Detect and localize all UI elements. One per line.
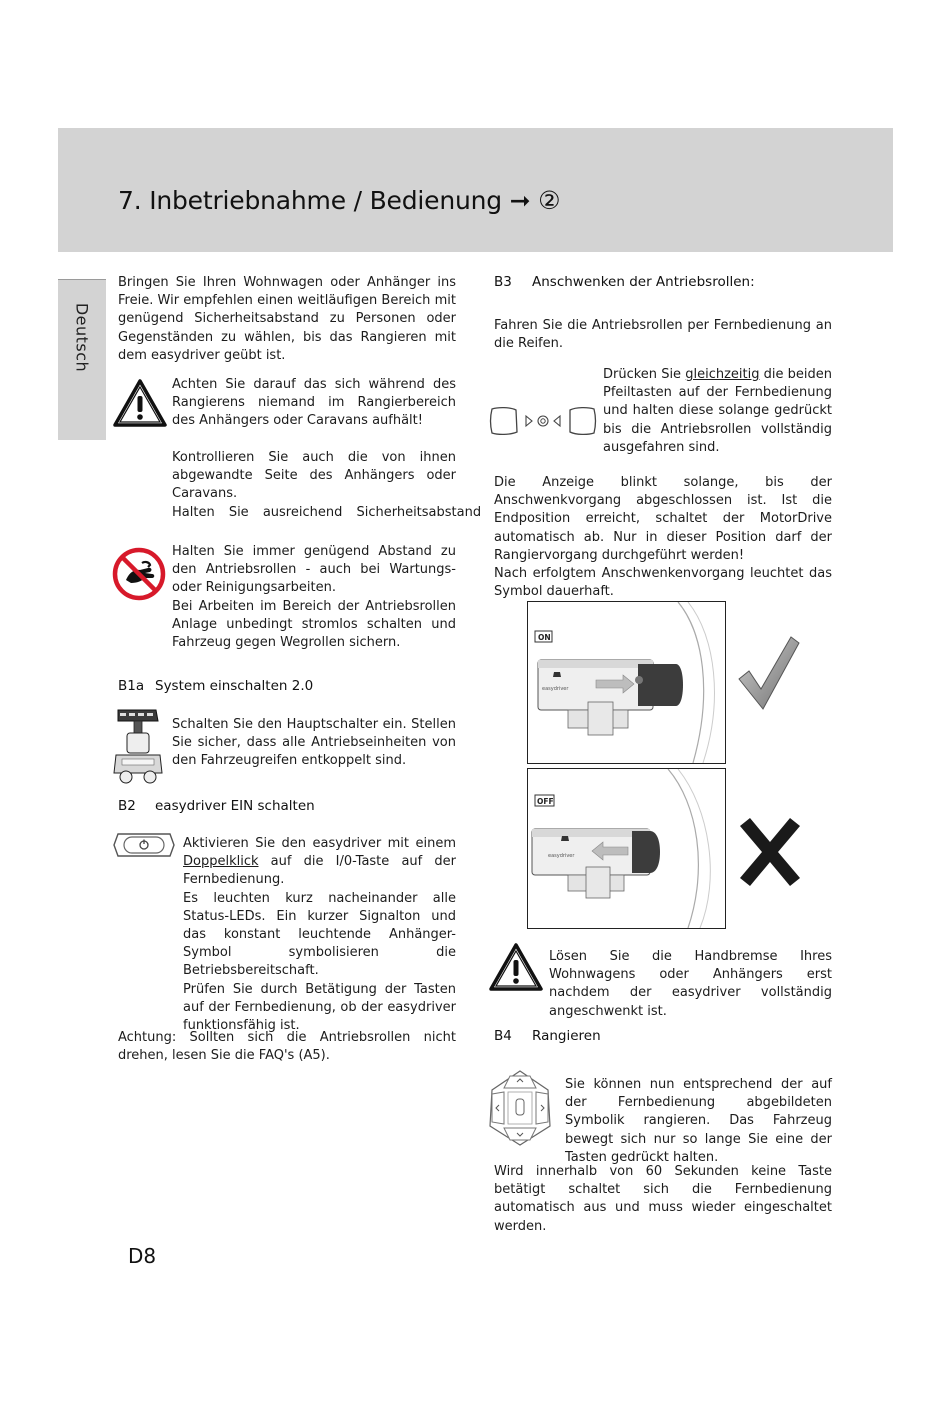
section-b3-press-pre: Drücken Sie [603,367,686,382]
no-hand-touch-icon [112,547,166,601]
page-number: D8 [128,1244,157,1268]
cross-icon [736,816,804,888]
section-b1a-title: System einschalten 2.0 [155,678,314,694]
language-tab [58,279,106,440]
language-tab-label: Deutsch [72,302,92,373]
main-switch-icon [112,707,164,787]
section-b1a-heading [118,678,313,694]
section-b3-display-2: Nach erfolgtem Anschwenkenvorgang leuchtet das Symbol dauerhaft. [494,566,832,600]
prohibition-text [172,543,456,652]
section-b2-text-pre: Aktivieren Sie den easydriver mit einem [183,836,456,851]
section-b2-text-1 [183,835,456,890]
on-label: ON [538,633,551,642]
page-title: 7. Inbetriebnahme / Bedienung ➞ ② [118,186,561,215]
section-b2-title: easydriver EIN schalten [155,798,315,814]
section-b4-timeout-text: Wird innerhalb von 60 Sekunden keine Taste betätigt schaltet sich die Fernbedienung automatisch aus und muss wieder eingeschaltet werden. [494,1164,832,1234]
warning-triangle-icon [112,378,168,428]
section-b2-heading [118,798,315,814]
section-b2-number: B2 [118,798,136,814]
section-b4-text: Sie können nun entsprechend der auf der Fernbedienung abgebildeten Symbolik rangieren. Das Fahrzeug bewegt sich nur so lange Sie eine der Tasten gedrückt halten. [565,1077,832,1165]
drive-on-photo [527,601,726,764]
section-b3-heading [494,274,755,290]
section-b2-text [183,835,456,1035]
section-b3-intro: Fahren Sie die Antriebsrollen per Fernbedienung an die Reifen. [494,318,832,352]
section-b3-title: Anschwenken der Antriebsrollen: [532,274,755,290]
section-b3-display-1: Die Anzeige blinkt solange, bis der Anschwenkvorgang abgeschlossen ist. Ist die Endposition erreicht, schaltet der MotorDrive automatisch ab. Nur in dieser Position darf der Rangiervorgang durchgeführt werden! [494,475,832,563]
off-label: OFF [537,797,554,806]
section-b2-text-post: auf die I/0-Taste auf der Fernbedienung. [183,854,456,888]
section-b2-text-3: Prüfen Sie durch Betätigung der Tasten auf der Fernbedienung, ob der easydriver funktionsfähig ist. [183,981,456,1034]
drive-off-illustration [528,769,725,928]
section-b1a-text: Schalten Sie den Hauptschalter ein. Stellen Sie sicher, dass alle Antriebseinheiten von den Fahrzeugreifen entkoppelt sind. [172,717,456,769]
section-b2-text-2: Es leuchten kurz nacheinander alle Status-LEDs. Ein kurzer Signalton und das konstant leuchtende Anhänger-Symbol symbolisieren die Betriebsbereitschaft. [183,890,456,979]
remote-power-button-icon [112,831,176,859]
check-other-side-text: Kontrollieren Sie auch die von ihnen abgewandte Seite des Anhängers oder Caravans. [172,450,456,502]
section-b3-press-text [603,366,832,457]
section-b3-display-text [494,474,832,601]
attention-note [118,1029,456,1065]
section-b4-heading [494,1028,601,1044]
warning-triangle-icon [488,942,544,992]
handbrake-warning-text: Lösen Sie die Handbremse Ihres Wohnwagens oder Anhängers erst nachdem der easydriver vollständig angeschwenkt ist. [549,949,832,1019]
section-b4-number: B4 [494,1028,512,1044]
keep-distance-text: Halten Sie ausreichend Sicherheitsabstand [172,505,482,520]
on-brand-label: easydriver [542,686,569,692]
prohibition-text-2: Bei Arbeiten im Bereich der Antriebsrollen Anlage unbedingt stromlos schalten und Fahrzeug gegen Wegrollen sichern. [172,598,456,651]
double-click-term: Doppelklick [183,854,259,870]
section-b4-title: Rangieren [532,1028,601,1044]
section-b3-number: B3 [494,274,512,290]
warning-text-area: Achten Sie darauf das sich während des Rangierens niemand im Rangierbereich des Anhängers oder Caravans aufhält! [172,377,456,429]
off-brand-label: easydriver [548,853,575,859]
attention-text: Sollten sich die Antriebsrollen nicht drehen, lesen Sie die FAQ's (A5). [118,1030,456,1064]
intro-paragraph: Bringen Sie Ihren Wohnwagen oder Anhänger ins Freie. Wir empfehlen einen weitläufigen Bereich mit genügend Sicherheitsabstand zu Personen oder Gegenständen zu wählen, bis das Rangieren mit dem easydriver geübt ist. [118,275,456,363]
simultaneously-term: gleichzeitig [685,367,760,382]
attention-label: Achtung: [118,1030,177,1045]
remote-arrow-keys-icon [488,405,598,437]
prohibition-text-1: Halten Sie immer genügend Abstand zu den Antriebsrollen - auch bei Wartungs- oder Reinigungsarbeiten. [172,544,456,596]
drive-on-illustration [528,602,725,763]
drive-off-photo [527,768,726,929]
checkmark-icon [735,633,801,711]
remote-keypad-icon [486,1068,554,1148]
section-b3-press-post: die beiden Pfeiltasten auf der Fernbedienung und halten diese solange gedrückt bis die Antriebsrollen vollständig ausgefahren sind. [603,367,833,455]
section-b1a-number: B1a [118,678,145,694]
